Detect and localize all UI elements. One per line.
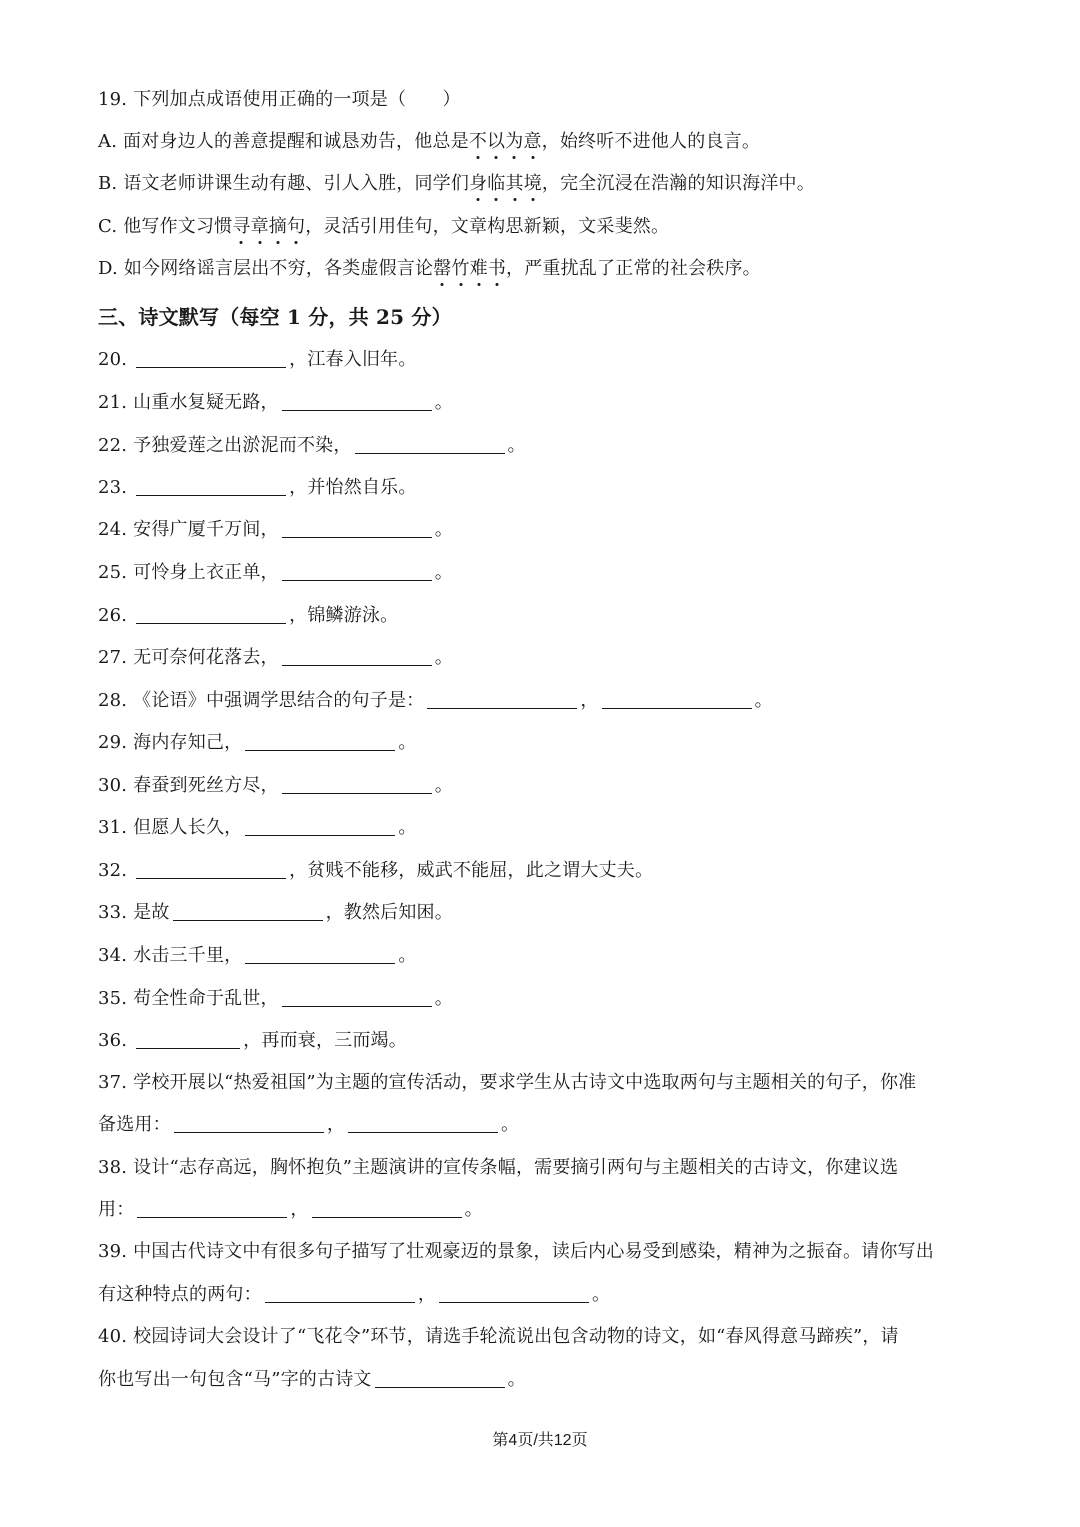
question-24: 24. 安得广厦千万间， 。 [98, 519, 453, 540]
question-40-line2: 你也写出一句包含“马”字的古诗文 。 [98, 1369, 526, 1390]
question-38-line1: 38. 设计“志存高远，胸怀抱负”主题演讲的宣传条幅，需要摘引两句与主题相关的古诗文，你建议选 [98, 1157, 899, 1178]
answer-blank[interactable] [282, 519, 432, 538]
dotted-char: 罄 [433, 258, 452, 279]
section-heading: 三、诗文默写（每空 1 分，共 25 分） [98, 305, 452, 329]
answer-blank[interactable] [312, 1199, 462, 1218]
answer-blank[interactable] [245, 732, 395, 751]
q19-option-c: C. 他写作文习惯寻章摘句，灵活引用佳句，文章构思新颖，文采斐然。 [98, 216, 670, 237]
question-39-line1: 39. 中国古代诗文中有很多句子描写了壮观豪迈的景象，读后内心易受到感染，精神为之振奋。请你写出 [98, 1241, 934, 1262]
dotted-char: 寻 [232, 216, 251, 237]
question-34: 34. 水击三千里， 。 [98, 945, 417, 966]
answer-blank[interactable] [282, 647, 432, 666]
question-37-line1: 37. 学校开展以“热爱祖国”为主题的宣传活动，要求学生从古诗文中选取两句与主题相关的句子，你准 [98, 1072, 917, 1093]
question-38-line2: 用： ， 。 [98, 1199, 483, 1220]
answer-blank[interactable] [282, 562, 432, 581]
question-26: 26. ，锦鳞游泳。 [98, 605, 399, 626]
dotted-char: 竹 [451, 258, 470, 279]
dotted-char: 摘 [268, 216, 287, 237]
dotted-char: 为 [505, 131, 524, 152]
question-31: 31. 但愿人长久， 。 [98, 817, 417, 838]
answer-blank[interactable] [136, 605, 286, 624]
answer-blank[interactable] [348, 1114, 498, 1133]
dotted-char: 其 [505, 173, 524, 194]
question-20: 20. ，江春入旧年。 [98, 349, 417, 370]
dotted-char: 难 [469, 258, 488, 279]
dotted-char: 章 [250, 216, 269, 237]
page-number: 第4页/共12页 [492, 1432, 588, 1449]
answer-blank[interactable] [245, 945, 395, 964]
question-39-line2: 有这种特点的两句： ， 。 [98, 1284, 611, 1305]
question-36: 36. ，再而衰，三而竭。 [98, 1030, 407, 1051]
answer-blank[interactable] [282, 988, 432, 1007]
question-22: 22. 予独爱莲之出淤泥而不染， 。 [98, 435, 526, 456]
answer-blank[interactable] [174, 1114, 324, 1133]
answer-blank[interactable] [136, 1030, 240, 1049]
dotted-char: 临 [487, 173, 506, 194]
dotted-char: 身 [469, 173, 488, 194]
question-25: 25. 可怜身上衣正单， 。 [98, 562, 453, 583]
question-32: 32. ，贫贱不能移，威武不能屈，此之谓大丈夫。 [98, 860, 654, 881]
question-23: 23. ，并怡然自乐。 [98, 477, 417, 498]
question-30: 30. 春蚕到死丝方尽， 。 [98, 775, 453, 796]
question-40-line1: 40. 校园诗词大会设计了“飞花令”环节，请选手轮流说出包含动物的诗文，如“春风得意马蹄疾”，请 [98, 1326, 899, 1347]
answer-blank[interactable] [355, 435, 505, 454]
dotted-char: 句 [286, 216, 306, 237]
answer-blank[interactable] [282, 392, 432, 411]
answer-blank[interactable] [602, 690, 752, 709]
dotted-char: 意 [523, 131, 542, 152]
answer-blank[interactable] [427, 690, 577, 709]
question-28: 28. 《论语》中强调学思结合的句子是： ， 。 [98, 690, 773, 711]
dotted-char: 以 [487, 131, 506, 152]
question-37-line2: 备选用： ， 。 [98, 1114, 520, 1135]
dotted-char: 不 [468, 131, 488, 152]
answer-blank[interactable] [282, 775, 432, 794]
answer-blank[interactable] [375, 1369, 505, 1388]
question-29: 29. 海内存知己， 。 [98, 732, 417, 753]
question-21: 21. 山重水复疑无路， 。 [98, 392, 453, 413]
dotted-char: 书 [487, 258, 507, 279]
question-35: 35. 苟全性命于乱世， 。 [98, 988, 453, 1009]
answer-blank[interactable] [137, 1199, 287, 1218]
q19-stem: 19. 下列加点成语使用正确的一项是（ ） [98, 89, 461, 110]
question-33: 33. 是故 ，教然后知困。 [98, 902, 453, 923]
answer-blank[interactable] [136, 860, 286, 879]
answer-blank[interactable] [136, 349, 286, 368]
answer-blank[interactable] [439, 1284, 589, 1303]
dotted-char: 境 [523, 173, 542, 194]
answer-blank[interactable] [245, 817, 395, 836]
question-27: 27. 无可奈何花落去， 。 [98, 647, 453, 668]
answer-blank[interactable] [136, 477, 286, 496]
q19-option-b: B. 语文老师讲课生动有趣、引人入胜，同学们身临其境，完全沉浸在浩瀚的知识海洋中。 [98, 173, 815, 194]
q19-option-d: D. 如今网络谣言层出不穷，各类虚假言论罄竹难书，严重扰乱了正常的社会秩序。 [98, 258, 761, 279]
answer-blank[interactable] [265, 1284, 415, 1303]
answer-blank[interactable] [173, 902, 323, 921]
q19-option-a: A. 面对身边人的善意提醒和诚恳劝告，他总是不以为意，始终听不进他人的良言。 [98, 131, 761, 152]
